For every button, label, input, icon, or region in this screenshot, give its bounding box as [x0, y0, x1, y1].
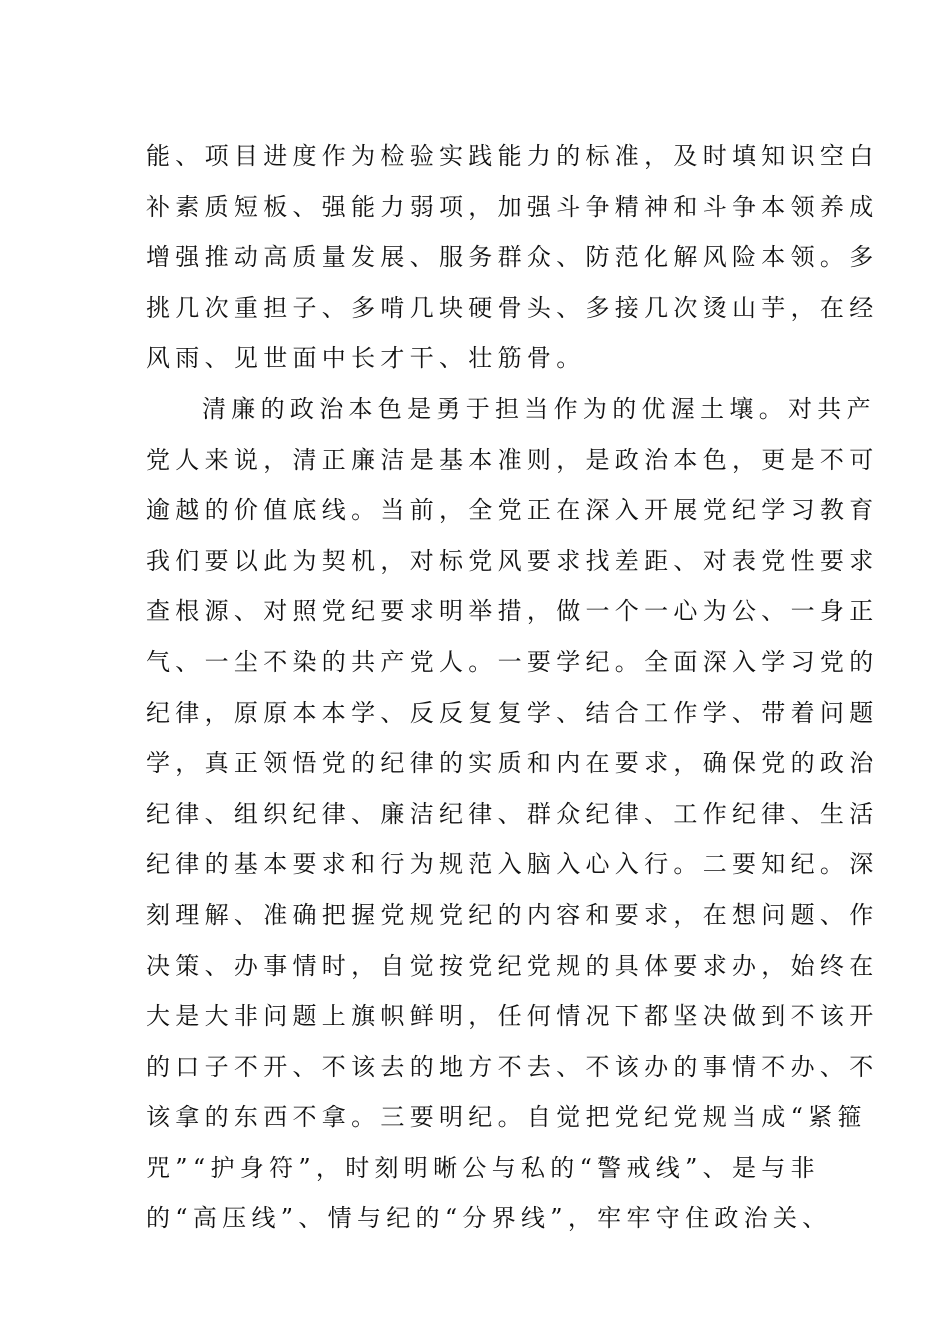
paragraph — [146, 131, 879, 384]
text-line: 清廉的政治本色是勇于担当作为的优渥土壤。对共产 — [202, 394, 876, 423]
text-line: 刻理解、准确把握党规党纪的内容和要求，在想问题、作 — [146, 900, 879, 929]
paragraph — [146, 384, 879, 1244]
text-line: 查根源、对照党纪要求明举措，做一个一心为公、一身正 — [146, 597, 879, 626]
text-line: 纪律，原原本本学、反反复复学、结合工作学、带着问题 — [146, 698, 879, 727]
text-line: 的口子不开、不该去的地方不去、不该办的事情不办、不 — [146, 1052, 879, 1081]
text-line: 能、项目进度作为检验实践能力的标准，及时填知识空白 — [146, 142, 879, 170]
body-text — [146, 131, 879, 1244]
text-line: 学，真正领悟党的纪律的实质和内在要求，确保党的政治 — [146, 749, 879, 778]
text-line: 纪律、组织纪律、廉洁纪律、群众纪律、工作纪律、生活 — [146, 799, 879, 828]
text-line: 我们要以此为契机，对标党风要求找差距、对表党性要求 — [146, 546, 879, 575]
text-line: 增强推动高质量发展、服务群众、防范化解风险本领。多 — [146, 243, 879, 272]
text-line: 该拿的东西不拿。三要明纪。自觉把党纪党规当成“紧箍 — [146, 1103, 867, 1132]
text-line: 气、一尘不染的共产党人。一要学纪。全面深入学习党的 — [146, 647, 879, 676]
text-line: 的“高压线”、情与纪的“分界线”，牢牢守住政治关、 — [146, 1204, 832, 1233]
text-line: 挑几次重担子、多啃几块硬骨头、多接几次烫山芋，在经 — [146, 293, 879, 322]
text-line: 风雨、见世面中长才干、壮筋骨。 — [146, 344, 586, 373]
text-line: 补素质短板、强能力弱项，加强斗争精神和斗争本领养成 — [146, 192, 879, 221]
text-line: 咒”“护身符”，时刻明晰公与私的“警戒线”、是与非 — [146, 1153, 820, 1182]
text-line: 党人来说，清正廉洁是基本准则，是政治本色，更是不可 — [146, 445, 879, 474]
text-line: 大是大非问题上旗帜鲜明，任何情况下都坚决做到不该开 — [146, 1002, 879, 1031]
text-line: 纪律的基本要求和行为规范入脑入心入行。二要知纪。深 — [146, 850, 879, 879]
text-line: 逾越的价值底线。当前，全党正在深入开展党纪学习教育 — [146, 496, 879, 525]
text-line: 决策、办事情时，自觉按党纪党规的具体要求办，始终在 — [146, 951, 879, 980]
